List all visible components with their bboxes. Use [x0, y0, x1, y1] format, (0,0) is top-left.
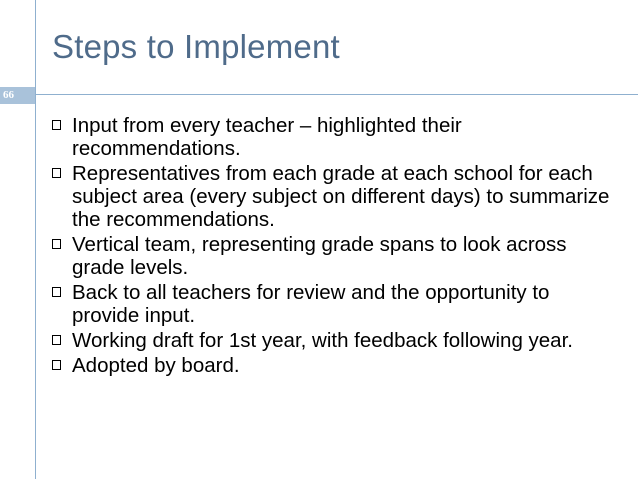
bullet-item	[50, 233, 610, 279]
page-number: 66	[3, 89, 14, 101]
bullet-item	[50, 329, 610, 352]
bullet-item	[50, 354, 610, 377]
checkbox-square-icon	[52, 168, 61, 178]
bullet-item	[50, 114, 610, 160]
bullet-text: Working draft for 1st year, with feedback following year.	[72, 329, 573, 352]
checkbox-square-icon	[52, 287, 61, 297]
bullet-text: Representatives from each grade at each school for each subject area (every subject on different days) to summarize the recommendations.	[72, 162, 610, 231]
checkbox-square-icon	[52, 335, 61, 345]
bullet-item	[50, 281, 610, 327]
checkbox-square-icon	[52, 239, 61, 249]
slide-title: Steps to Implement	[52, 28, 340, 65]
bullet-text: Back to all teachers for review and the opportunity to provide input.	[72, 281, 550, 327]
horizontal-accent-line	[0, 94, 638, 95]
page-number-box	[0, 87, 35, 104]
bullet-text: Input from every teacher – highlighted their recommendations.	[72, 114, 462, 160]
bullet-item	[50, 162, 610, 231]
checkbox-square-icon	[52, 120, 61, 130]
checkbox-square-icon	[52, 360, 61, 370]
bullet-text: Adopted by board.	[72, 354, 240, 377]
bullet-text: Vertical team, representing grade spans to look across grade levels.	[72, 233, 567, 279]
vertical-accent-line	[35, 0, 36, 479]
bullet-list	[50, 114, 610, 379]
